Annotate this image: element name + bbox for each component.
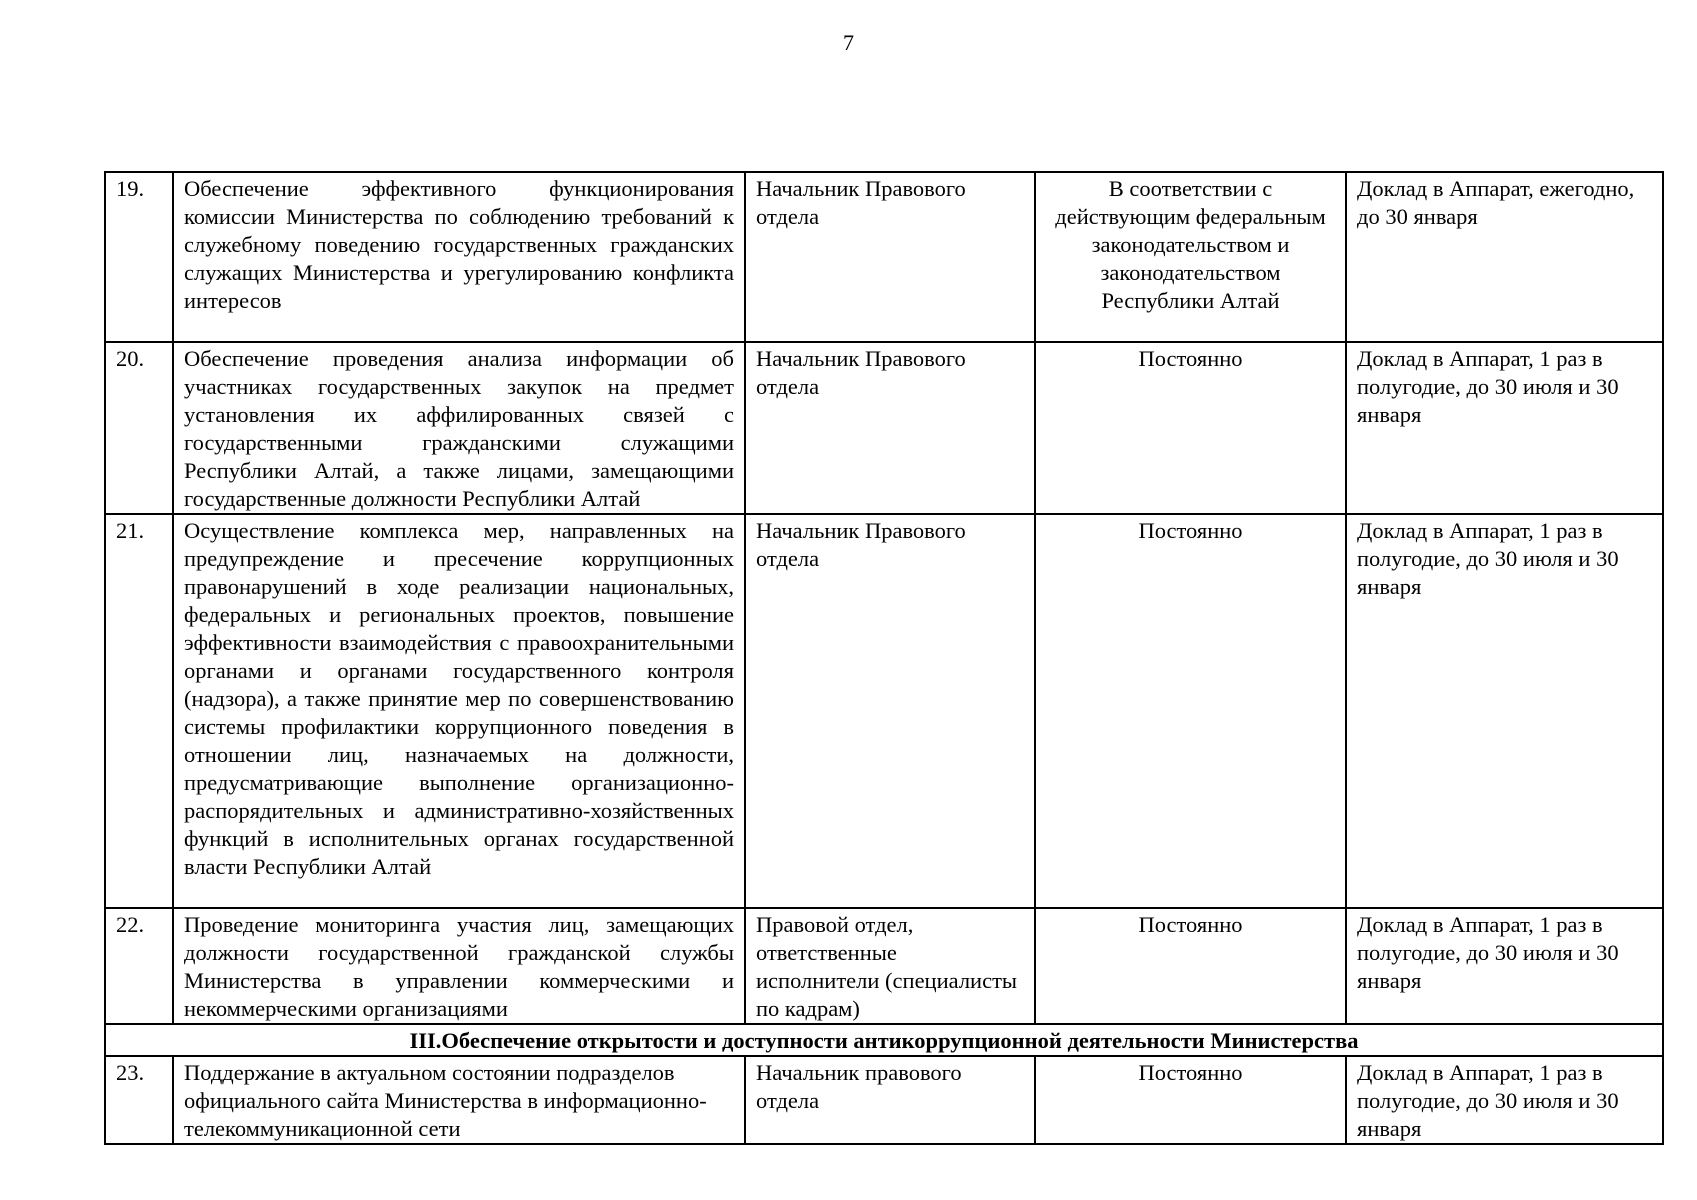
row-number: 23.	[105, 1056, 173, 1144]
section-title: III.Обеспечение открытости и доступности антикоррупционной деятельности Министерства	[105, 1024, 1663, 1056]
table-row	[105, 342, 1663, 514]
term-cell: Постоянно	[1035, 514, 1346, 908]
report-cell: Доклад в Аппарат, 1 раз в полугодие, до 30 июля и 30 января	[1346, 342, 1663, 514]
row-number: 20.	[105, 342, 173, 514]
responsible-cell: Начальник Правового отдела	[745, 172, 1035, 342]
row-number: 22.	[105, 908, 173, 1024]
report-cell: Доклад в Аппарат, 1 раз в полугодие, до 30 июля и 30 января	[1346, 908, 1663, 1024]
report-cell: Доклад в Аппарат, ежегодно, до 30 января	[1346, 172, 1663, 342]
measure-description: Проведение мониторинга участия лиц, замещающих должности государственной гражданской службы Министерства в управлении коммерческими и некоммерческими организациями	[173, 908, 745, 1024]
report-cell: Доклад в Аппарат, 1 раз в полугодие, до 30 июля и 30 января	[1346, 514, 1663, 908]
table-row	[105, 172, 1663, 342]
table-row	[105, 1056, 1663, 1144]
responsible-cell: Начальник правового отдела	[745, 1056, 1035, 1144]
measures-table	[104, 171, 1664, 1145]
term-cell: Постоянно	[1035, 1056, 1346, 1144]
term-cell: Постоянно	[1035, 908, 1346, 1024]
measure-description: Осуществление комплекса мер, направленных на предупреждение и пресечение коррупционных правонарушений в ходе реализации национальных, федеральных и региональных проектов, повышение эффективности взаимодействия с правоохранительными органами и органами государственного контроля (надзора), а также принятие мер по совершенствованию системы профилактики коррупционного поведения в отношении лиц, назначаемых на должности, предусматривающие выполнение организационно-распорядительных и административно-хозяйственных функций в исполнительных органах государственной власти Республики Алтай	[173, 514, 745, 908]
row-number: 21.	[105, 514, 173, 908]
table-row	[105, 514, 1663, 908]
measure-description: Поддержание в актуальном состоянии подразделов официального сайта Министерства в информационно-телекоммуникационной сети	[173, 1056, 745, 1144]
term-cell: Постоянно	[1035, 342, 1346, 514]
responsible-cell: Начальник Правового отдела	[745, 514, 1035, 908]
responsible-cell: Начальник Правового отдела	[745, 342, 1035, 514]
table-row	[105, 908, 1663, 1024]
page-number: 7	[843, 30, 854, 55]
term-cell: В соответствии с действующим федеральным законодательством и законодательством Республики Алтай	[1035, 172, 1346, 342]
report-cell: Доклад в Аппарат, 1 раз в полугодие, до 30 июля и 30 января	[1346, 1056, 1663, 1144]
responsible-cell: Правовой отдел, ответственные исполнители (специалисты по кадрам)	[745, 908, 1035, 1024]
measure-description: Обеспечение эффективного функционирования комиссии Министерства по соблюдению требований к служебному поведению государственных гражданских служащих Министерства и урегулированию конфликта интересов	[173, 172, 745, 342]
section-header-row	[105, 1024, 1663, 1056]
measure-description: Обеспечение проведения анализа информации об участниках государственных закупок на предмет установления их аффилированных связей с государственными гражданскими служащими Республики Алтай, а также лицами, замещающими государственные должности Республики Алтай	[173, 342, 745, 514]
row-number: 19.	[105, 172, 173, 342]
